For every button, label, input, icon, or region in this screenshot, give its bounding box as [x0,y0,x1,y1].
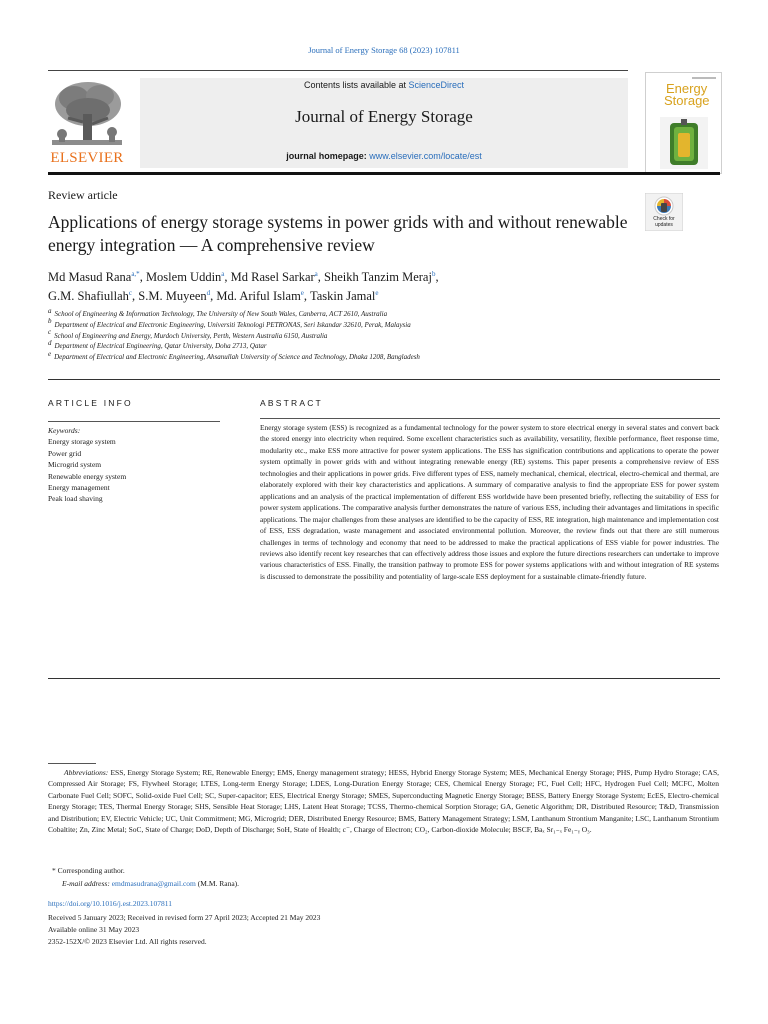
author-separator: , [303,289,310,303]
received-dates: Received 5 January 2023; Received in revised form 27 April 2023; Accepted 21 May 2023 [48,913,321,922]
keyword-item: Power grid [48,448,82,458]
keywords-label: Keywords: [48,426,81,435]
abbreviations-text: ESS, Energy Storage System; RE, Renewable Energy; EMS, Energy management strategy; HESS, Hybrid Energy Storage System; MES, Mechanical Energy Storage; PHS, Pump Hydro Storage; CAS, Compressed Air Storage; FS, Flywheel Storage; LTES, Long-term Energy Storage; LDES, Long-Duration Energy Storage; CES, Chemical Energy Storage; FC, Fuel Cell; HFC, Hydrogen Fuel Cell; MCFC, Molten Carbonate Fuel Cell; SOFC, Solid-oxide Fuel Cell; SC, Super-capacitor; EES, Electrical Energy Storage; SMES, Superconducting Magnetic Energy Storage; BESS, Battery Energy Storage System; EcES, Electro-chemical Energy Storage; TES, Thermal Energy Storage; SHS, Sensible Heat Storage; LHS, Latent Heat Storage; TCSS, Thermo-chemical Sorption Storage; GA, Genetic Algorithm; DR, Distributed Resource; T&D, Transmission and Distribution; EV, Electric Vehicle; UC, Unit Commitment; MG, Microgrid; DER, Distributed Energy Resource; BMS, Battery Management Strategy; LSM, Lanthanum Strontium Manganite; LSC, Lanthanum Strontium Cobaltite; Zn, Zinc Metal; SoC, State of Charge; DoD, Depth of Discharge; SoH, State of Health; c⁻, Charge of Electron; CO₂, Carbon-dioxide Molecule; BSCF, Baₓ Sr₁₋ₓ Fe₁₋ᵧ O₃. [48,768,719,835]
journal-title: Journal of Energy Storage [295,107,473,126]
keyword-item: Energy management [48,483,110,493]
author-separator: , [435,270,439,284]
cover-rule [692,77,716,79]
affiliation-mark: c [48,328,52,337]
journal-citation[interactable]: Journal of Energy Storage 68 (2023) 107811 [308,45,460,55]
author-affiliation-mark[interactable]: d [206,288,211,297]
cover-title-line1: Energy [666,81,708,96]
author-affiliation-mark[interactable]: b [431,269,436,278]
abstract-heading: ABSTRACT [260,398,323,408]
affiliation-list [48,306,708,363]
available-online-date: Available online 31 May 2023 [48,925,140,934]
keyword-item: Energy storage system [48,437,116,447]
header-divider [48,379,720,380]
author-name[interactable]: G.M. Shafiullah [48,289,129,303]
keyword-item: Microgrid system [48,460,102,470]
abstract-text: Energy storage system (ESS) is recognized as a fundamental technology for the power system to store electrical energy in several states and convert back the stored energy into electricity when required. Some excellent characteristics such as availability, versatility, flexible performance, fleet response time, modularity etc., make ESS more attractive for power system applications. The ESS has signification contributions and applications to operate the power system optimally in power grids with and without integrating renewable energy (RE) systems. This paper presents a comprehensive review of ESS technologies and their applications in power grids. Five different types of ESS, namely mechanical, chemical, electrical, electro-chemical and thermal, are elaborately explored with their key characteristics and applications. A summary of comparative analysis to find the appropriate ESS for power system applications and an analysis of the practical implementation of different ESS worldwide have been presented briefly, reflecting the suitability of ESS for power system applications. The comparative analysis further demonstrates the nature of various ESS, including their advantages and limitations in specific applications. The major challenges from these analyses are identified to be the capacity of ESS, RE integration, high maintenance and implementation cost of ESS, ESS degradation, waste management and associated environmental pollution. Moreover, the review finds out that there are still numerous challenges in terms of technology and economy that need to be addressed to make the practical applications of ESS viable for power industries. The reviews also identify recent key researches that can effectively address those issues and explore the future directions researchers can undertake to improve various characteristics of ESS. Finally, the transition pathway to promote ESS for power systems applications with and without integration of RE systems is discussed to demonstrate the possibility and potentiality of large-scale ESS deployment for a sustainable climate-friendly future. [260,423,719,581]
article-title: Applications of energy storage systems in power grids with and without renewable energy integration — A comprehensive review [48,212,628,255]
author-affiliation-mark[interactable]: e [375,288,379,297]
contents-prefix: Contents lists available at [303,80,409,90]
homepage-prefix: journal homepage: [286,151,370,161]
check-for-updates-badge[interactable] [645,193,683,231]
abstract-rule [260,418,720,419]
keywords-list [48,436,223,504]
affiliation-item [48,349,708,363]
abstract-end-rule [48,678,720,679]
author-separator: , [317,270,325,284]
crossmark-label: Check for updates [653,216,675,228]
issn-copyright: 2352-152X/© 2023 Elsevier Ltd. All rights reserved. [48,937,207,946]
masthead-bottom-rule [48,172,720,175]
author-name[interactable]: Md. Ariful Islam [216,289,301,303]
email-label: E-mail address: [62,879,112,888]
affiliation-item [48,317,708,331]
author-separator: , [139,270,146,284]
cover-title-line2: Storage [664,93,710,108]
sciencedirect-link[interactable]: ScienceDirect [408,80,465,90]
author-name[interactable]: S.M. Muyeen [138,289,207,303]
affiliation-item [48,341,708,352]
author-affiliation-mark[interactable]: a [314,269,318,278]
author-separator: , [224,270,231,284]
affiliation-mark: b [48,317,52,326]
affiliation-mark: a [48,306,52,315]
keywords-block [48,425,223,505]
email-link[interactable]: emdmasudrana@gmail.com [111,879,196,888]
contents-line [140,80,628,90]
homepage-line [140,151,628,161]
affiliation-item [48,306,708,320]
author-list [48,268,688,306]
author-affiliation-mark[interactable]: a,* [131,269,140,278]
affiliation-mark: d [48,339,52,348]
keyword-item: Peak load shaving [48,494,103,504]
email-suffix: (M.M. Rana). [195,879,240,888]
publisher-logo-text: ELSEVIER [50,150,124,166]
author-name[interactable]: Sheikh Tanzim Meraj [324,270,432,284]
author-affiliation-mark[interactable]: c [128,288,133,297]
affiliation-item [48,328,708,342]
homepage-link[interactable]: www.elsevier.com/locate/est [369,151,482,161]
affiliation-text: School of Engineering & Information Technology, The University of New South Wales, Canberra, ACT 2610, Australia [54,310,388,318]
email-line [62,879,239,888]
keyword-item: Renewable energy system [48,471,127,481]
affiliation-text: Department of Electrical Engineering, Qatar University, Doha 2713, Qatar [54,342,267,351]
article-info-rule [48,421,220,422]
footnote-rule [48,763,96,764]
author-name[interactable]: Moslem Uddin [145,270,222,284]
author-name[interactable]: Md Rasel Sarkar [230,270,315,284]
cover-artwork-icon [660,117,708,169]
abbreviations-footnote [48,767,719,835]
masthead-top-rule [48,70,628,71]
affiliation-text: Department of Electrical and Electronic Engineering, Ahsanullah University of Science and Technology, Dhaka 1208, Bangladesh [54,353,420,362]
author-name[interactable]: Md Masud Rana [48,270,132,284]
corresponding-author-note: * Corresponding author. [52,866,125,875]
author-separator: , [210,289,217,303]
affiliation-text: Department of Electrical and Electronic Engineering, Universiti Teknologi PETRONAS, Seri Iskandar 32610, Perak, Malaysia [54,320,411,329]
author-affiliation-mark[interactable]: a [221,269,225,278]
abbreviations-label: Abbreviations: [64,768,109,777]
article-info-heading: ARTICLE INFO [48,398,133,408]
affiliation-mark: e [48,349,52,358]
author-name[interactable]: Taskin Jamal [309,289,376,303]
journal-cover-thumbnail[interactable] [645,72,722,174]
article-type: Review article [48,188,118,202]
doi-link[interactable]: https://doi.org/10.1016/j.est.2023.107811 [48,899,172,908]
author-affiliation-mark[interactable]: e [300,288,304,297]
affiliation-text: School of Engineering and Energy, Murdoch University, Perth, Western Australia 6150, Australia [54,331,328,340]
author-separator: , [132,289,139,303]
